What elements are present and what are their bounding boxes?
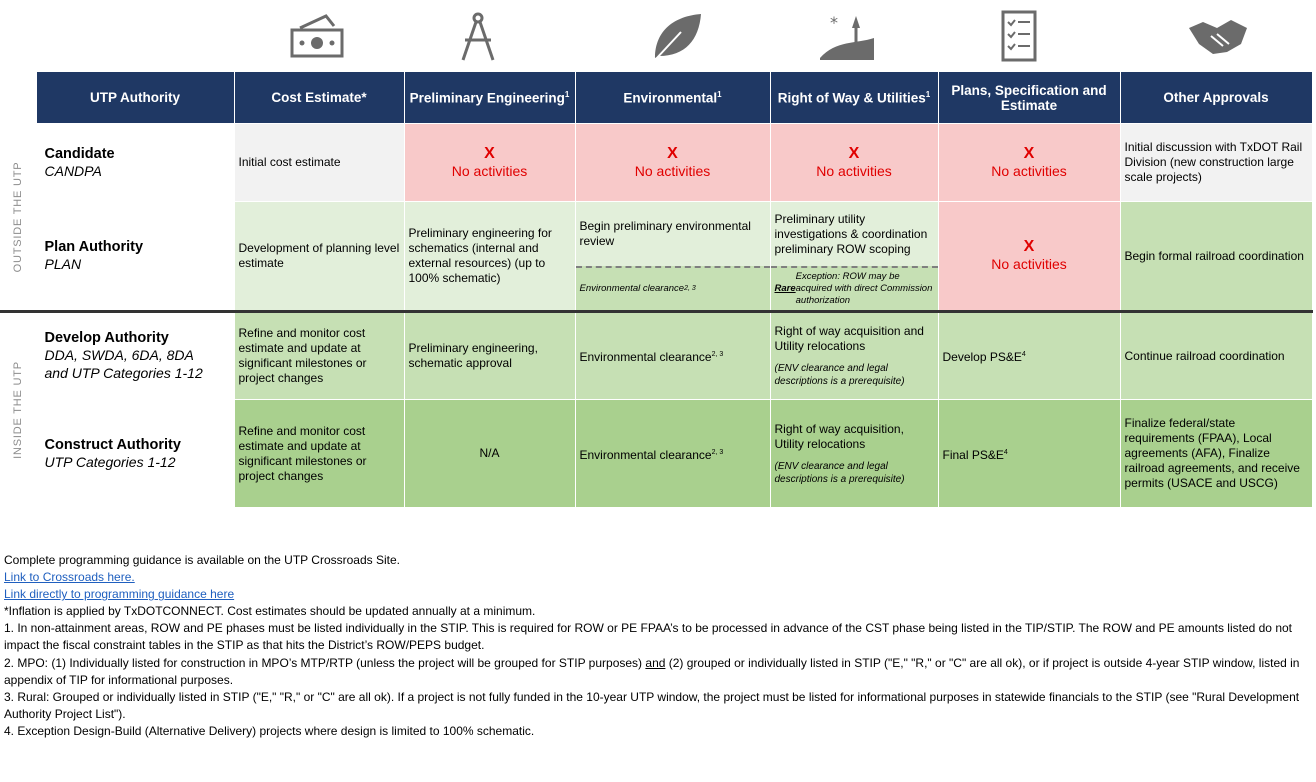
develop-authority: Develop Authority DDA, SWDA, 6DA, 8DA and UTP Categories 1-12 (36, 312, 234, 400)
develop-env: Environmental clearance$^{2, 3}$ (575, 312, 770, 400)
candidate-env-none: X No activities (575, 124, 770, 202)
footnote-4: 4. Exception Design-Build (Alternative Delivery) projects where design is limited to 100% schematic. (4, 723, 535, 738)
candidate-cost: Initial cost estimate (234, 124, 404, 202)
construct-authority: Construct Authority UTP Categories 1-12 (36, 400, 234, 508)
develop-pe: Preliminary engineering, schematic approval (404, 312, 575, 400)
header-preliminary-engineering: Preliminary Engineering$^1$ (404, 72, 575, 124)
plan-pse-none: X No activities (938, 202, 1120, 312)
header-other-approvals: Other Approvals (1120, 72, 1312, 124)
plan-env (575, 202, 770, 312)
plan-row-scoping: Preliminary utility investigations & coordination preliminary ROW scoping (771, 202, 938, 266)
header-right-of-way: Right of Way & Utilities$^1$ (770, 72, 938, 124)
plan-cost: Development of planning level estimate (234, 202, 404, 312)
leaf-icon (641, 8, 711, 64)
compass-icon (443, 8, 513, 64)
develop-cost: Refine and monitor cost estimate and update at significant milestones or project changes (234, 312, 404, 400)
plan-row-exception: Rare Exception: ROW may be acquired with direct Commission authorization (771, 266, 938, 310)
inflation-note: *Inflation is applied by TxDOTCONNECT. Cost estimates should be updated annually at a minimum. (4, 604, 536, 619)
crossroads-link[interactable]: Link to Crossroads here. (4, 570, 135, 585)
plan-other: Begin formal railroad coordination (1120, 202, 1312, 312)
construct-pe: N/A (404, 400, 575, 508)
footnote-1: 1. In non-attainment areas, ROW and PE phases must be listed individually in the STIP. This is required for ROW or PE FPAA’s to be processed in advance of the CST phase being listed in the TIP/STIP. The ROW and PE amounts listed do not impact the fiscal constraint tables in the STIP as that hits the District’s ROW/PEPS budget. (4, 621, 1292, 653)
guidance-intro: Complete programming guidance is available on the UTP Crossroads Site. (4, 553, 400, 567)
handshake-icon (1183, 8, 1253, 64)
develop-pse: Develop $PS\&E^4$ (938, 312, 1120, 400)
header-cost-estimate: Cost Estimate* (234, 72, 404, 124)
plan-row (770, 202, 938, 312)
construct-env: Environmental clearance$^{2, 3}$ (575, 400, 770, 508)
footnotes (4, 552, 1309, 740)
candidate-other: Initial discussion with TxDOT Rail Division (new construction large scale projects) (1120, 124, 1312, 202)
plan-pe: Preliminary engineering for schematics (internal and external resources) (up to 100% schematic) (404, 202, 575, 312)
header-spacer (0, 72, 36, 124)
svg-text:*: * (830, 13, 838, 32)
develop-row: Right of way acquisition and Utility relocations (ENV clearance and legal descriptions is a prerequisite) (770, 312, 938, 400)
develop-other: Continue railroad coordination (1120, 312, 1312, 400)
money-icon (282, 8, 352, 64)
construct-cost: Refine and monitor cost estimate and update at significant milestones or project changes (234, 400, 404, 508)
footnote-2: 2. MPO: (1) Individually listed for construction in MPO’s MTP/RTP (unless the project will be grouped for STIP purposes) and (2) grouped or individually listed in STIP ("E," "R," or "C" are all ok), or if project is outside 4-year STIP window, listed in appendix of TIP for informational purposes. (4, 655, 1300, 687)
plan-env-clearance: Environmental clearance 2, 3 (576, 266, 770, 310)
footnote-3: 3. Rural: Grouped or individually listed in STIP ("E," "R," or "C" are all ok). If a project is not fully funded in the 10-year UTP window, the project must be listed for informational purposes in statewide financials to the STIP (see "Rural Development Authority Project List"). (4, 689, 1300, 721)
outside-utp-label: OUTSIDE THE UTP (0, 124, 36, 312)
land-icon (812, 8, 882, 64)
header-utp-authority: UTP Authority (36, 72, 234, 124)
construct-other: Finalize federal/state requirements (FPAA), Local agreements (AFA), Finalize railroad agreements, and receive permits (USACE and USCG) (1120, 400, 1312, 508)
candidate-authority: Candidate CANDPA (36, 124, 234, 202)
inside-utp-label: INSIDE THE UTP (0, 312, 36, 508)
header-environmental: Environmental$^1$ (575, 72, 770, 124)
candidate-pse-none: X No activities (938, 124, 1120, 202)
construct-pse: Final $PS\&E^4$ (938, 400, 1120, 508)
construct-row: Right of way acquisition, Utility relocations (ENV clearance and legal descriptions is a prerequisite) (770, 400, 938, 508)
header-pse: Plans, Specification and Estimate (938, 72, 1120, 124)
candidate-row-none: X No activities (770, 124, 938, 202)
programming-guidance-link[interactable]: Link directly to programming guidance here (4, 587, 235, 602)
plan-env-review: Begin preliminary environmental review (576, 202, 770, 266)
candidate-pe-none: X No activities (404, 124, 575, 202)
checklist-icon (983, 8, 1053, 64)
utp-authority-table (0, 71, 1313, 508)
plan-authority: Plan Authority PLAN (36, 202, 234, 312)
